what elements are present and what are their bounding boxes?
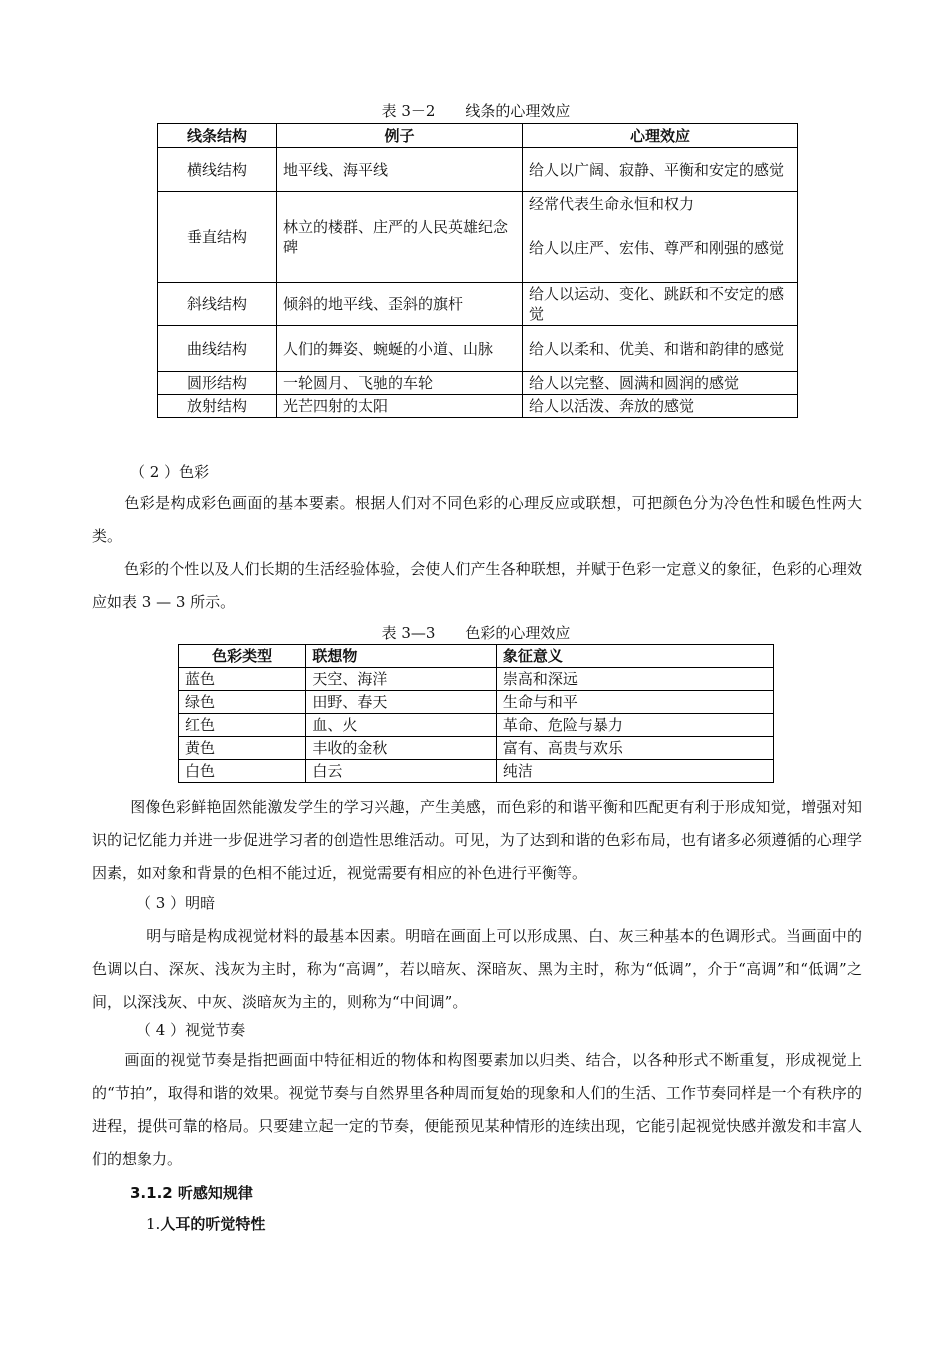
section-heading: （ 4 ）视觉节奏 — [136, 1021, 246, 1039]
table-cell: 田野、春天 — [306, 691, 497, 714]
table-cell: 绿色 — [179, 691, 306, 714]
table-cell: 革命、危险与暴力 — [496, 714, 773, 737]
subsection-heading: 3.1.2 听感知规律 — [130, 1184, 253, 1202]
paragraph — [92, 1044, 862, 1176]
table-header-row — [179, 645, 774, 668]
table-cell: 光芒四射的太阳 — [277, 395, 523, 418]
paragraph-text: 色彩是构成彩色画面的基本要素。根据人们对不同色彩的心理反应或联想，可把颜色分为冷色性和暖色性两大类。 — [92, 494, 862, 545]
table-header-cell: 线条结构 — [158, 124, 277, 148]
table-cell: 白云 — [306, 760, 497, 783]
table-row — [158, 372, 798, 395]
table-header-cell: 象征意义 — [496, 645, 773, 668]
table-cell: 给人以完整、圆满和圆润的感觉 — [523, 372, 798, 395]
table-cell: 横线结构 — [158, 148, 277, 192]
table-cell-line: 给人以庄严、宏伟、尊严和刚强的感觉 — [529, 239, 785, 257]
table-cell: 林立的楼群、庄严的人民英雄纪念碑 — [277, 192, 523, 283]
table-cell: 曲线结构 — [158, 326, 277, 372]
table-cell: 丰收的金秋 — [306, 737, 497, 760]
table-row — [179, 737, 774, 760]
table-cell: 给人以广阔、寂静、平衡和安定的感觉 — [523, 148, 798, 192]
table-row — [179, 760, 774, 783]
table-cell: 天空、海洋 — [306, 668, 497, 691]
table-row — [179, 691, 774, 714]
table-header-cell: 色彩类型 — [179, 645, 306, 668]
table-cell: 给人以柔和、优美、和谐和韵律的感觉 — [523, 326, 798, 372]
line-effects-table — [157, 123, 798, 418]
table-row — [158, 326, 798, 372]
table-row — [158, 148, 798, 192]
table-cell: 地平线、海平线 — [277, 148, 523, 192]
table-header-cell: 例子 — [277, 124, 523, 148]
table-cell: 生命与和平 — [496, 691, 773, 714]
table-row — [158, 283, 798, 326]
paragraph — [92, 487, 862, 553]
table-cell: 给人以活泼、奔放的感觉 — [523, 395, 798, 418]
table-row — [179, 714, 774, 737]
subsubsection-heading — [146, 1214, 265, 1234]
table-cell: 放射结构 — [158, 395, 277, 418]
table-cell: 崇高和深远 — [496, 668, 773, 691]
table-header-cell: 心理效应 — [523, 124, 798, 148]
section-heading: （ 3 ）明暗 — [136, 894, 216, 912]
paragraph — [92, 920, 862, 1019]
paragraph-text: 明与暗是构成视觉材料的最基本因素。明暗在画面上可以形成黑、白、灰三种基本的色调形式。当画面中的色调以白、深灰、浅灰为主时，称为“高调”，若以暗灰、深暗灰、黑为主时，称为“低调”，介于“高调”和“低调”之间，以深浅灰、中灰、淡暗灰为主的，则称为“中间调”。 — [92, 927, 862, 1011]
paragraph-text: 色彩的个性以及人们长期的生活经验体验，会使人们产生各种联想，并赋于色彩一定意义的象征，色彩的心理效应如表 3 — 3 所示。 — [92, 560, 862, 611]
table-cell: 人们的舞姿、蜿蜒的小道、山脉 — [277, 326, 523, 372]
table-row — [158, 192, 798, 283]
table-cell: 富有、高贵与欢乐 — [496, 737, 773, 760]
paragraph-text: 图像色彩鲜艳固然能激发学生的学习兴趣，产生美感，而色彩的和谐平衡和匹配更有利于形成知觉，增强对知识的记忆能力并进一步促进学习者的创造性思维活动。可见，为了达到和谐的色彩布局，也有诸多必须遵循的心理学因素，如对象和背景的色相不能过近，视觉需要有相应的补色进行平衡等。 — [92, 798, 862, 882]
table-cell: 血、火 — [306, 714, 497, 737]
table-cell: 垂直结构 — [158, 192, 277, 283]
paragraph — [92, 553, 862, 619]
table-cell: 纯洁 — [496, 760, 773, 783]
table-cell: 圆形结构 — [158, 372, 277, 395]
color-effects-table — [178, 644, 774, 783]
paragraph-text: 画面的视觉节奏是指把画面中特征相近的物体和构图要素加以归类、结合，以各种形式不断重复，形成视觉上的“节拍”，取得和谐的效果。视觉节奏与自然界里各种周而复始的现象和人们的生活、工作节奏同样是一个有秩序的进程，提供可靠的格局。只要建立起一定的节奏，便能预见某种情形的连续出现，它能引起视觉快感并激发和丰富人们的想象力。 — [92, 1051, 862, 1168]
table-cell-line: 经常代表生命永恒和权力 — [529, 195, 695, 213]
table1-caption: 表 3－2 线条的心理效应 — [381, 102, 571, 120]
section-heading: （ 2 ）色彩 — [130, 463, 210, 481]
table-header-row — [158, 124, 798, 148]
table2-caption: 表 3—3 色彩的心理效应 — [381, 624, 571, 642]
heading-text: 人耳的听觉特性 — [160, 1215, 266, 1233]
table-cell: 倾斜的地平线、歪斜的旗杆 — [277, 283, 523, 326]
table-cell: 蓝色 — [179, 668, 306, 691]
table-row — [179, 668, 774, 691]
table-header-cell: 联想物 — [306, 645, 497, 668]
table-cell: 斜线结构 — [158, 283, 277, 326]
table-cell: 红色 — [179, 714, 306, 737]
table-cell — [523, 192, 798, 283]
heading-number: 1. — [146, 1215, 161, 1233]
paragraph — [92, 791, 862, 890]
table-cell: 白色 — [179, 760, 306, 783]
table-cell: 黄色 — [179, 737, 306, 760]
table-cell: 给人以运动、变化、跳跃和不安定的感觉 — [523, 283, 798, 326]
table-cell: 一轮圆月、飞驰的车轮 — [277, 372, 523, 395]
table-row — [158, 395, 798, 418]
